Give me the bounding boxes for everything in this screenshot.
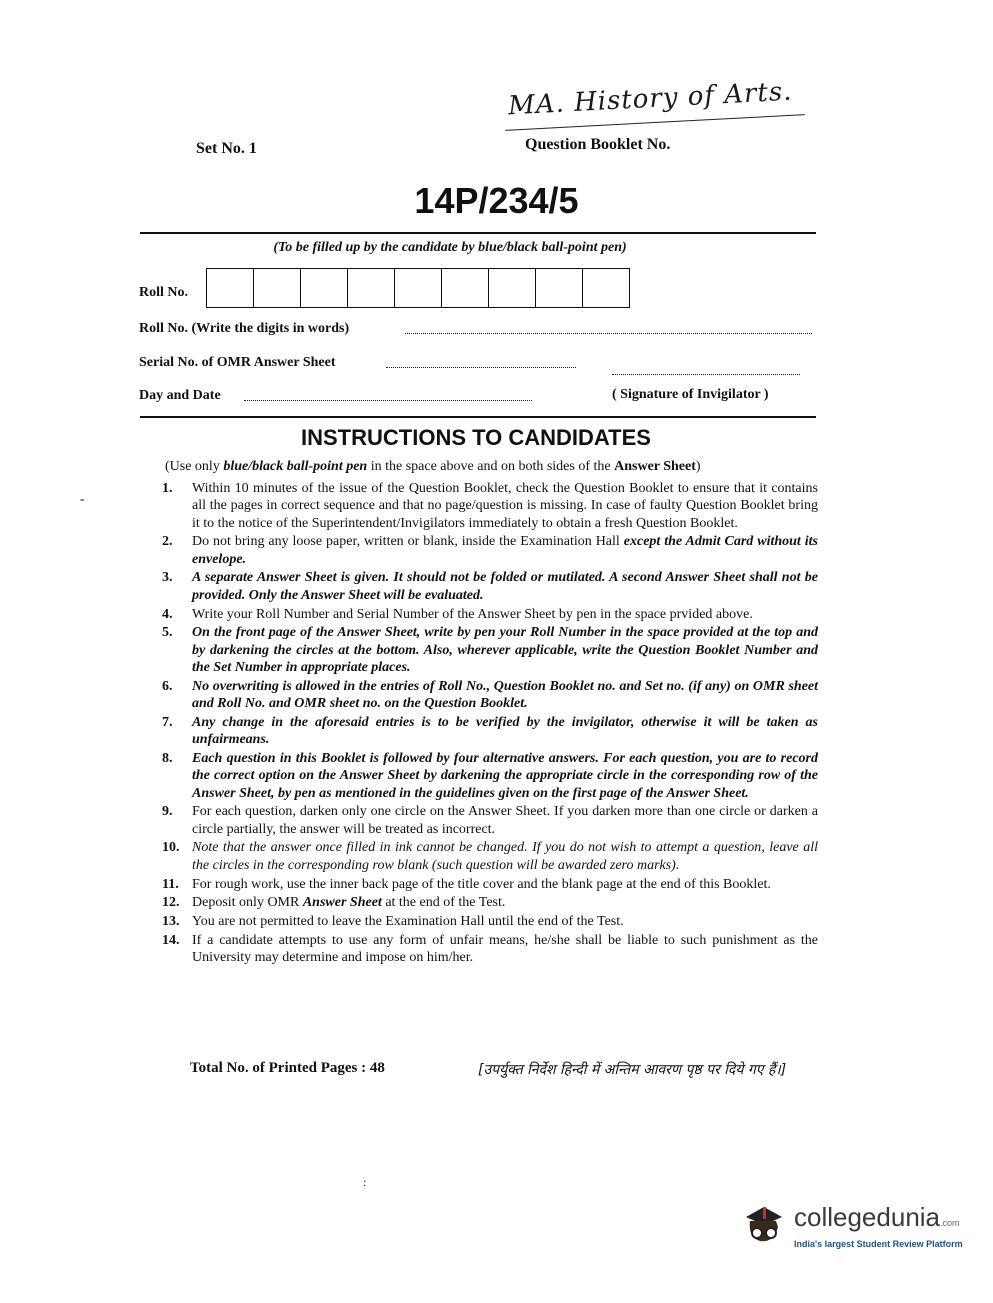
handwritten-note: MA. History of Arts.: [507, 76, 794, 122]
collegedunia-logo: [740, 1203, 963, 1249]
margin-mark: -: [80, 492, 85, 507]
list-item: 5. On the front page of the Answer Sheet, write by pen your Roll Number in the space provided at the top and by darkening the circles at the bottom. Also, wherever applicable, write the Question Booklet Number and the Set Number in appropriate places.: [162, 625, 818, 675]
roll-digit-box[interactable]: [395, 269, 442, 307]
roll-digit-box[interactable]: [301, 269, 348, 307]
list-item: 8. Each question in this Booklet is followed by four alternative answers. For each question, you are to record the correct option on the Answer Sheet by darkening the appropriate circle in the corresponding row of the Answer Sheet, by pen as mentioned in the guidelines given on the first page of the Answer Sheet.: [162, 750, 818, 801]
roll-digit-box[interactable]: [583, 269, 629, 307]
list-item: 2. Do not bring any loose paper, written or blank, inside the Examination Hall except the Admit Card without its envelope.: [162, 534, 818, 567]
list-item: 3. A separate Answer Sheet is given. It should not be folded or mutilated. A second Answer Sheet shall not be provided. Only the Answer Sheet will be evaluated.: [162, 570, 818, 603]
hindi-note: [उपर्युक्त निर्देश हिन्दी में अन्तिम आवरण पृष्ठ पर दिये गए हैं।]: [478, 1062, 787, 1078]
question-booklet-label: Question Booklet No.: [525, 136, 671, 153]
logo-tagline: India's largest Student Review Platform: [794, 1239, 963, 1249]
list-item: 4. Write your Roll Number and Serial Number of the Answer Sheet by pen in the space prvided above.: [162, 606, 753, 622]
roll-digit-box[interactable]: [489, 269, 536, 307]
logo-name: collegedunia.com: [794, 1202, 960, 1232]
roll-words-label: Roll No. (Write the digits in words): [139, 321, 350, 336]
list-item: 14. If a candidate attempts to use any form of unfair means, he/she shall be liable to such punishment as the University may determine and impose on him/her.: [162, 932, 818, 966]
list-item: 10. Note that the answer once filled in ink cannot be changed. If you do not wish to attempt a question, leave all the circles in the corresponding row blank (such question will be awarded zero marks).: [162, 840, 818, 873]
roll-digit-box[interactable]: [348, 269, 395, 307]
omr-serial-line[interactable]: [386, 367, 576, 368]
list-item: 11. For rough work, use the inner back page of the title cover and the blank page at the end of this Booklet.: [162, 876, 771, 892]
list-item: 1. Within 10 minutes of the issue of the Question Booklet, check the Question Booklet to ensure that it contains all the pages in correct sequence and that no page/question is missing. In case of faulty Question Booklet bring it to the notice of the Superintendent/Invigilators immediately to obtain a fresh Question Booklet.: [162, 481, 818, 531]
roll-digit-box[interactable]: [254, 269, 301, 307]
instructions-title: INSTRUCTIONS TO CANDIDATES: [301, 425, 651, 450]
list-item: 7. Any change in the aforesaid entries is to be verified by the invigilator, otherwise it will be taken as unfairmeans.: [162, 714, 818, 748]
omr-serial-label: Serial No. of OMR Answer Sheet: [139, 355, 336, 370]
margin-mark: :: [363, 1175, 367, 1189]
form-bottom-rule: [140, 416, 816, 418]
roll-no-label: Roll No.: [139, 285, 188, 300]
set-number: Set No. 1: [196, 140, 257, 157]
roll-digit-box[interactable]: [442, 269, 489, 307]
roll-number-boxes[interactable]: [206, 268, 630, 308]
signature-line[interactable]: [612, 374, 800, 375]
list-item: 13. You are not permitted to leave the Examination Hall until the end of the Test.: [162, 914, 624, 930]
day-date-label: Day and Date: [139, 388, 221, 403]
paper-code: 14P/234/5: [414, 180, 579, 221]
top-rule: [140, 232, 816, 234]
logo-mascot-icon: [740, 1203, 788, 1247]
list-item: 12. Deposit only OMR Answer Sheet at the end of the Test.: [162, 895, 506, 911]
signature-label: ( Signature of Invigilator ): [612, 387, 769, 402]
list-item: 6. No overwriting is allowed in the entries of Roll No., Question Booklet no. and Set no. (if any) on OMR sheet and Roll No. and OMR sheet no. on the Question Booklet.: [162, 678, 818, 712]
roll-digit-box[interactable]: [536, 269, 583, 307]
day-date-line[interactable]: [244, 400, 532, 401]
instructions-list: [162, 480, 818, 968]
total-pages: Total No. of Printed Pages : 48: [190, 1060, 385, 1076]
roll-words-line[interactable]: [405, 333, 812, 334]
roll-digit-box[interactable]: [207, 269, 254, 307]
fill-note: (To be filled up by the candidate by blue/black ball-point pen): [273, 240, 627, 255]
list-item: 9. For each question, darken only one circle on the Answer Sheet. If you darken more than one circle or darken a circle partially, the answer will be treated as incorrect.: [162, 804, 818, 837]
instructions-intro: (Use only blue/black ball-point pen in the space above and on both sides of the Answer Sheet): [165, 459, 701, 474]
